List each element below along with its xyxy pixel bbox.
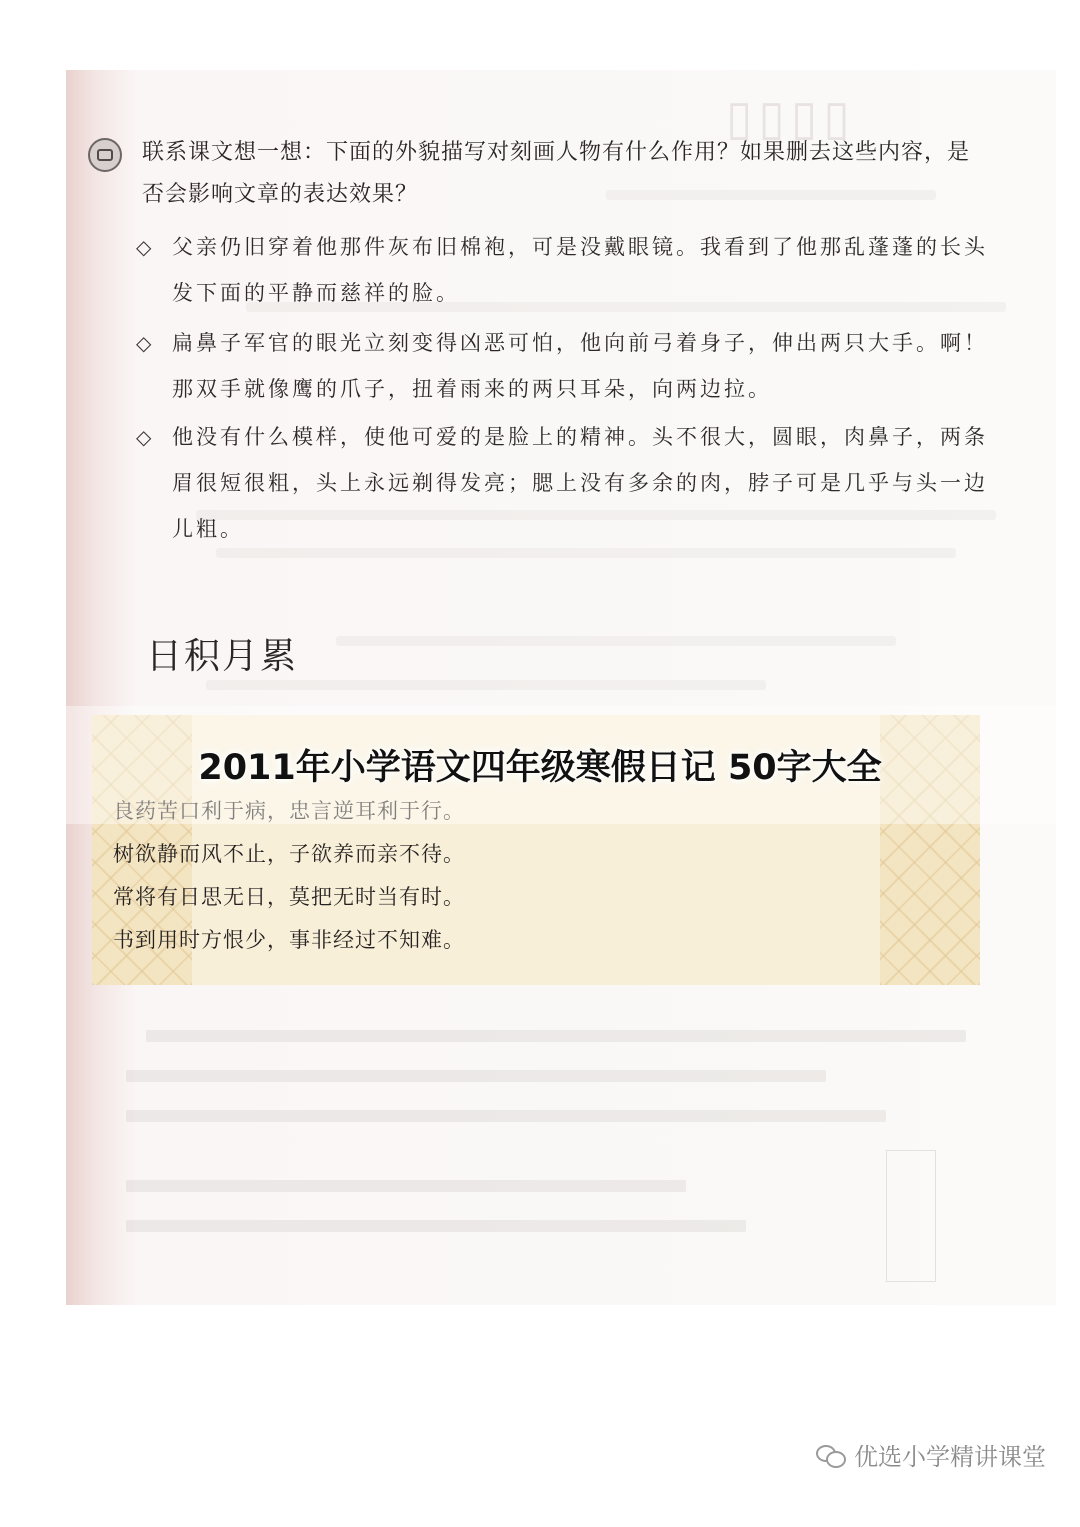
proverb-line: 常将有日思无日，莫把无时当有时。: [113, 885, 465, 909]
wechat-icon: [816, 1443, 846, 1467]
diamond-bullet-icon: ◇: [136, 331, 155, 355]
quote-item: [138, 320, 998, 412]
diamond-bullet-icon: ◇: [136, 235, 155, 259]
proverb-line: 良药苦口利于病，忠言逆耳利于行。: [113, 799, 465, 823]
proverb-line: 书到用时方恨少，事非经过不知难。: [113, 928, 465, 952]
proverb-line: 树欲静而风不止，子欲养而亲不待。: [113, 842, 465, 866]
quote-text: 他没有什么模样，使他可爱的是脸上的精神。头不很大，圆眼，肉鼻子，两条眉很短很粗，头上永远剃得发亮；腮上没有多余的肉，脖子可是几乎与头一边儿粗。: [172, 425, 988, 541]
bleed-through-line: [126, 1070, 826, 1082]
bleed-through-heading: ▯▯▯▯: [726, 90, 856, 146]
bleed-through-box: [886, 1150, 936, 1282]
quote-item: [138, 224, 998, 316]
bleed-through-line: [126, 1180, 686, 1192]
article-title: 2011年小学语文四年级寒假日记 50字大全: [198, 748, 882, 788]
bleed-through-line: [126, 1220, 746, 1232]
bleed-through-line: [336, 636, 896, 646]
prompt-text: 联系课文想一想：下面的外貌描写对刻画人物有什么作用？如果删去这些内容，是否会影响文章的表达效果？: [142, 140, 971, 207]
quote-text: 扁鼻子军官的眼光立刻变得凶恶可怕，他向前弓着身子，伸出两只大手。啊！那双手就像鹰的爪子，扭着雨来的两只耳朵，向两边拉。: [172, 331, 988, 401]
bleed-through-line: [206, 680, 766, 690]
bleed-through-line: [146, 1030, 966, 1042]
section-heading: 日积月累: [146, 636, 299, 677]
diamond-bullet-icon: ◇: [136, 425, 155, 449]
discussion-icon: [88, 138, 122, 172]
watermark-text: 优选小学精讲课堂: [854, 1443, 1046, 1471]
quote-text: 父亲仍旧穿着他那件灰布旧棉袍，可是没戴眼镜。我看到了他那乱蓬蓬的长头发下面的平静而慈祥的脸。: [172, 235, 988, 305]
discussion-prompt: [88, 132, 1018, 216]
scanned-textbook-page: [66, 70, 1056, 1305]
quote-item: [138, 414, 998, 552]
watermark: [816, 1437, 1046, 1472]
bleed-through-line: [126, 1110, 886, 1122]
